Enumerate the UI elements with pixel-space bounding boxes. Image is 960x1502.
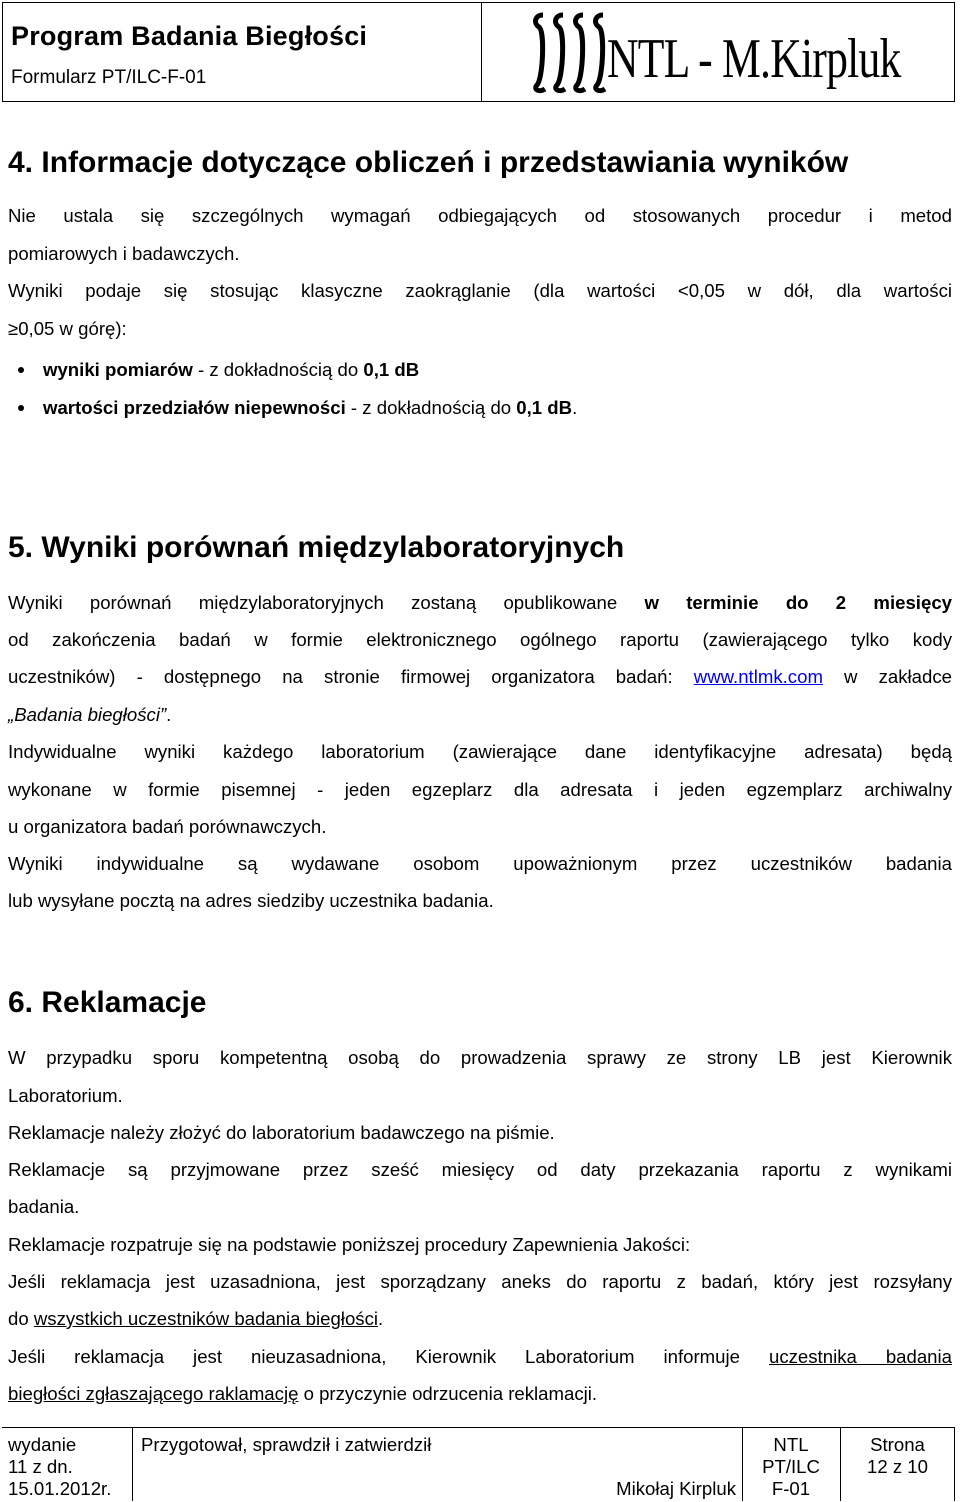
prepared-name: Mikołaj Kirpluk (616, 1478, 736, 1499)
section-6-line: Jeśli reklamacja jest uzasadniona, jest sporządzany aneks do raportu z badań, który jest rozsyłany (8, 1271, 952, 1292)
section-6-heading: 6. Reklamacje (8, 986, 207, 1019)
section-6-line (8, 1308, 952, 1330)
bullet-text: - z dokładnością do (192, 359, 364, 380)
section-4-line: Wyniki podaje się stosując klasyczne zaokrąglanie (dla wartości <0,05 w dół, dla wartości (8, 280, 952, 301)
text-run: o przyczynie odrzucenia reklamacji. (298, 1383, 598, 1404)
page-number: 12 z 10 (867, 1456, 928, 1477)
text-run: Wyniki porównań międzylaboratoryjnych zostaną opublikowane (8, 592, 645, 613)
underlined-run: biegłości zgłaszającego raklamację (8, 1383, 299, 1404)
form-number: Formularz PT/ILC-F-01 (11, 67, 207, 88)
section-5-line: wykonane w formie pisemnej - jeden egzeplarz dla adresata i jeden egzemplarz archiwalny (8, 779, 952, 800)
text-run: do (8, 1308, 34, 1329)
bullet-end: . (572, 397, 578, 418)
section-5-line (8, 592, 952, 614)
bullet-value: 0,1 dB (363, 359, 420, 380)
bullet-bold: wyniki pomiarów (43, 359, 193, 380)
bullet-item (43, 359, 943, 381)
edition-value: 11 z dn. (8, 1456, 73, 1477)
program-title: Program Badania Biegłości (11, 21, 368, 51)
page-label: Strona (870, 1434, 925, 1455)
header-title-cell (3, 3, 482, 101)
section-6-line: Reklamacje są przyjmowane przez sześć miesięcy od daty przekazania raportu z wynikami (8, 1159, 952, 1180)
section-4-line: pomiarowych i badawczych. (8, 243, 240, 264)
edition-label: wydanie (8, 1434, 77, 1455)
underlined-run: uczestnika badania (768, 1346, 952, 1367)
text-run: w zakładce (822, 666, 952, 687)
section-6-line: W przypadku sporu kompetentną osobą do prowadzenia sprawy ze strony LB jest Kierownik (8, 1047, 952, 1068)
text-run: Jeśli reklamacja jest nieuzasadniona, Kierownik Laboratorium informuje (8, 1346, 769, 1367)
section-5-line: lub wysyłane pocztą na adres siedziby uczestnika badania. (8, 890, 494, 911)
code-line-1: NTL (773, 1434, 809, 1455)
footer-code-cell (742, 1428, 840, 1501)
prepared-label: Przygotował, sprawdził i zatwierdził (141, 1434, 432, 1455)
text-run: . (378, 1308, 384, 1329)
bullet-icon (18, 367, 24, 373)
text-run: . (166, 704, 172, 725)
underlined-run: wszystkich uczestników badania biegłości (33, 1308, 379, 1329)
logo-text: NTL - M.Kirpluk (607, 28, 901, 90)
website-link[interactable]: www.ntlmk.com (693, 666, 823, 687)
bullet-bold: wartości przedziałów niepewności (43, 397, 346, 418)
section-4-line: Nie ustala się szczególnych wymagań odbiegających od stosowanych procedur i metod (8, 205, 952, 226)
code-line-3: F-01 (771, 1478, 811, 1499)
section-5-line (8, 666, 952, 688)
page-header (2, 2, 955, 102)
section-5-heading: 5. Wyniki porównań międzylaboratoryjnych (8, 531, 625, 564)
footer-page-cell (840, 1428, 955, 1501)
section-6-line: Reklamacje należy złożyć do laboratorium badawczego na piśmie. (8, 1122, 555, 1143)
code-line-2: PT/ILC (762, 1456, 820, 1477)
bullet-icon (18, 405, 24, 411)
company-logo (493, 7, 948, 97)
section-4-heading: 4. Informacje dotyczące obliczeń i przedstawiania wyników (8, 146, 849, 179)
section-4-line: ≥0,05 w górę): (8, 318, 127, 339)
text-bold-run: w terminie do 2 miesięcy (644, 592, 952, 613)
footer-prepared-cell (132, 1428, 742, 1501)
section-5-line: od zakończenia badań w formie elektronicznego ogólnego raportu (zawierającego tylko kody (8, 629, 952, 650)
footer-edition-cell (2, 1428, 132, 1501)
section-5-line: Indywidualne wyniki każdego laboratorium (zawierające dane identyfikacyjne adresata) będą (8, 741, 952, 762)
page-footer (2, 1427, 955, 1501)
section-6-line: Laboratorium. (8, 1085, 123, 1106)
section-5-line: u organizatora badań porównawczych. (8, 816, 327, 837)
section-6-line: badania. (8, 1196, 80, 1217)
section-6-line: Reklamacje rozpatruje się na podstawie poniższej procedury Zapewnienia Jakości: (8, 1234, 691, 1255)
edition-date: 15.01.2012r. (8, 1478, 112, 1499)
section-5-line: Wyniki indywidualne są wydawane osobom upoważnionym przez uczestników badania (8, 853, 952, 874)
text-run: uczestników) - dostępnego na stronie firmowej organizatora badań: (8, 666, 694, 687)
section-6-line (8, 1346, 952, 1368)
section-6-line (8, 1383, 952, 1405)
tab-name: „Badania biegłości” (8, 704, 167, 725)
bullet-item (43, 397, 943, 419)
bullet-value: 0,1 dB (516, 397, 573, 418)
bullet-text: - z dokładnością do (345, 397, 517, 418)
section-5-line (8, 704, 952, 726)
